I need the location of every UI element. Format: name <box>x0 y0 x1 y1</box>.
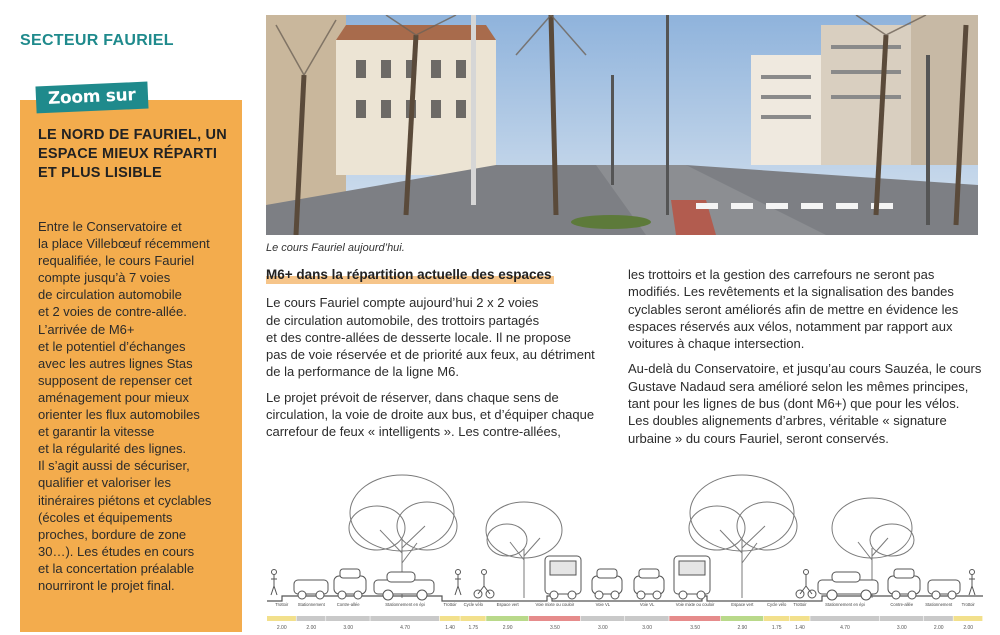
segment-label: Espace vert <box>731 602 754 607</box>
zoom-tag: Zoom sur <box>35 82 148 114</box>
text-line: supposent de repenser cet <box>38 372 192 388</box>
segment-bar <box>326 616 370 621</box>
segment-label: Contre-allée <box>890 602 914 607</box>
segment-bar <box>880 616 924 621</box>
text-line: Entre le Conservatoire et <box>38 219 182 234</box>
text-line: L’arrivée de M6+ <box>38 321 135 337</box>
text-line: la place Villebœuf récemment <box>38 236 210 252</box>
zoom-body <box>38 218 238 594</box>
text-line: et le potentiel d’échanges <box>38 338 186 354</box>
segment-bar <box>721 616 763 621</box>
segment-width: 2.00 <box>933 625 944 631</box>
text-line: requalifiée, le cours Fauriel <box>38 253 195 269</box>
text-line: et garantir la vitesse <box>38 424 155 440</box>
segment-bar <box>370 616 439 621</box>
text-line: compte jusqu’à 7 voies <box>38 270 171 286</box>
car-icon <box>888 569 920 599</box>
segment-bar <box>625 616 669 621</box>
pedestrian-icon <box>455 570 461 596</box>
zoom-heading: LE NORD DE FAURIEL, UN ESPACE MIEUX RÉPARTI ET PLUS LISIBLE <box>38 127 227 181</box>
text-line: nourriront le projet final. <box>38 577 175 593</box>
segment-label: Trottoir <box>961 602 975 607</box>
text-line: (écoles et équipements <box>38 509 173 525</box>
segment-width: 3.00 <box>642 625 653 631</box>
segment-bar <box>953 616 982 621</box>
segment-label: Voie mixte ou couloir <box>535 602 575 607</box>
text-line: modifiés. Les revêtements et la signalisation des bandes <box>628 284 954 300</box>
segment-width: 3.00 <box>896 625 907 631</box>
segment-label: Voie mixte ou couloir <box>675 602 715 607</box>
text-line: 30…). Les études en cours <box>38 543 195 559</box>
text-line: de circulation automobile, des trottoirs partagés <box>266 312 540 328</box>
car-icon <box>634 569 664 599</box>
segment-width: 4.70 <box>840 625 850 631</box>
text-line: de circulation automobile <box>38 287 182 303</box>
pedestrian-icon <box>969 570 975 596</box>
segment-label: Stationnement en épi <box>825 602 865 607</box>
text-line: qualifier et valoriser les <box>38 475 171 491</box>
segment-width: 3.00 <box>597 625 608 631</box>
text-line: Au-delà du Conservatoire, et jusqu’au cours Sauzéa, le cours <box>628 361 982 377</box>
sector-title: SECTEUR FAURIEL <box>20 32 174 49</box>
segment-width: 3.00 <box>343 625 354 631</box>
segment-bar <box>440 616 460 621</box>
text-line: et la régularité des lignes. <box>38 441 187 457</box>
segment-bar <box>297 616 326 621</box>
text-line: proches, bordure de zone <box>38 526 187 542</box>
segment-width: 4.70 <box>400 625 410 631</box>
segment-bar <box>764 616 789 621</box>
segment-width: 1.40 <box>795 625 805 631</box>
article-left-column <box>266 266 616 449</box>
bus-icon <box>545 556 581 599</box>
segment-label: Stationnement <box>297 602 325 607</box>
cyclist-icon <box>796 570 816 599</box>
article-right-column <box>628 266 980 455</box>
segment-bar <box>790 616 810 621</box>
article-paragraph <box>266 389 616 441</box>
text-line: tant pour les lignes de bus (dont M6+) que pour les vélos. <box>628 396 960 412</box>
segment-label: Cycle vélo <box>767 602 787 607</box>
pedestrian-icon <box>271 570 277 596</box>
segment-bar <box>810 616 879 621</box>
segment-bar <box>529 616 580 621</box>
text-line: circulation, la voie de droite aux bus, et d’équiper chaque <box>266 407 595 423</box>
text-line: Le cours Fauriel compte aujourd’hui 2 x 2 voies <box>266 295 539 311</box>
segment-bar <box>669 616 720 621</box>
segment-label: Cycle vélo <box>463 602 483 607</box>
text-line: pas de voie réservée et de priorité aux feux, au détriment <box>266 347 595 363</box>
text-line: Il s’agit aussi de sécuriser, <box>38 458 190 474</box>
street-cross-section-diagram <box>262 468 988 635</box>
street-photo <box>266 15 978 235</box>
segment-width: 1.75 <box>468 625 479 631</box>
segment-width: 2.90 <box>737 625 748 631</box>
bus-icon <box>674 556 710 599</box>
segment-width: 2.00 <box>963 625 974 631</box>
car-icon <box>592 569 622 599</box>
segment-label: Voie VL <box>639 602 655 607</box>
segment-width: 3.50 <box>690 625 700 631</box>
text-line: voitures à chaque intersection. <box>628 336 805 352</box>
text-line: Le projet prévoit de réserver, dans chaque sens de <box>266 389 559 405</box>
segment-bar <box>581 616 625 621</box>
text-line: cyclables seront améliorés afin de mettre en évidence les <box>628 301 959 317</box>
segment-bar <box>460 616 485 621</box>
photo-caption: Le cours Fauriel aujourd’hui. <box>266 242 405 254</box>
segment-label: Stationnement en épi <box>385 602 425 607</box>
article-paragraph <box>628 266 980 352</box>
segment-label: Stationnement <box>925 602 953 607</box>
segment-label: Voie VL <box>595 602 611 607</box>
text-line: aménagement pour mieux <box>38 389 190 405</box>
text-line: espaces réservés aux vélos, notamment par rapport aux <box>628 318 953 334</box>
segment-label: Trottoir <box>443 602 457 607</box>
segment-label: Trottoir <box>275 602 289 607</box>
text-line: de la performance de la ligne M6. <box>266 364 459 380</box>
segment-bar <box>486 616 528 621</box>
cyclist-icon <box>474 570 494 599</box>
text-line: orienter les flux automobiles <box>38 407 200 423</box>
segment-width: 2.00 <box>276 625 287 631</box>
text-line: carrefour de feux « intelligents ». Les contre-allées, <box>266 424 561 440</box>
segment-width: 1.40 <box>445 625 455 631</box>
article-paragraph <box>266 294 616 380</box>
segment-bar <box>267 616 296 621</box>
car-icon <box>334 569 366 599</box>
segment-width: 2.00 <box>306 625 317 631</box>
text-line: itinéraires piétons et cyclables <box>38 492 212 508</box>
text-line: Gustave Nadaud sera amélioré selon les mêmes principes, <box>628 378 969 394</box>
article-paragraph <box>628 360 980 446</box>
text-line: urbaine » du cours Fauriel, seront conservés. <box>628 430 889 446</box>
text-line: et des contre-allées de desserte locale. Il ne propose <box>266 329 571 345</box>
segment-label: Trottoir <box>793 602 807 607</box>
text-line: et 2 voies de contre-allée. <box>38 304 187 320</box>
text-line: et la concertation préalable <box>38 560 195 576</box>
segment-width: 3.50 <box>550 625 560 631</box>
segment-label: Contre-allée <box>336 602 360 607</box>
article-subheading: M6+ dans la répartition actuelle des espaces <box>266 266 554 284</box>
text-line: avec les autres lignes Stas <box>38 355 193 371</box>
segment-width: 2.90 <box>502 625 513 631</box>
segment-width: 1.75 <box>771 625 782 631</box>
text-line: les trottoirs et la gestion des carrefours ne seront pas <box>628 267 935 282</box>
text-line: Les doubles alignements d’arbres, véritable « signature <box>628 413 947 429</box>
segment-bar <box>924 616 953 621</box>
segment-label: Espace vert <box>496 602 519 607</box>
